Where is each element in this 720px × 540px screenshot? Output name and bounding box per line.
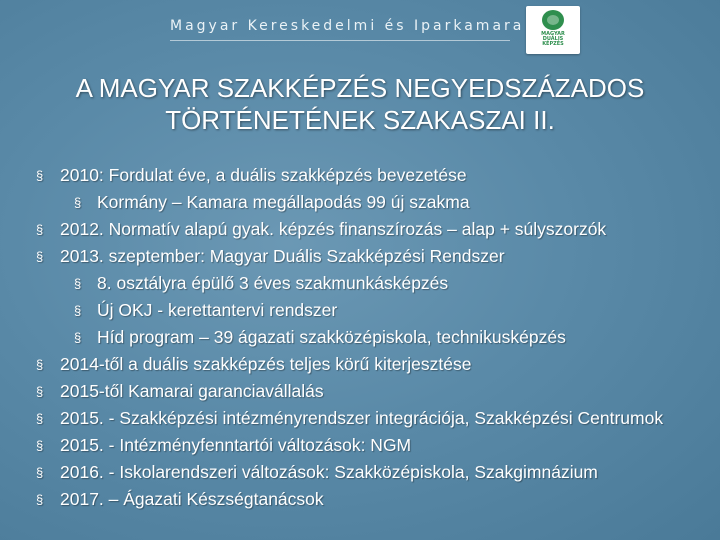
logo-icon [542,10,564,30]
list-item [0,459,720,486]
bullet-marker: § [74,330,82,345]
bullet-marker: § [36,249,44,264]
bullet-marker: § [74,276,82,291]
sub-list-item [0,189,720,216]
list-item-text: 2010: Fordulat éve, a duális szakképzés bevezetése [60,165,467,185]
bullet-marker: § [74,303,82,318]
org-name: Magyar Kereskedelmi és Iparkamara [170,18,525,34]
bullet-marker: § [36,168,44,183]
bullet-marker: § [36,357,44,372]
bullet-marker: § [74,195,82,210]
bullet-marker: § [36,438,44,453]
list-item [0,243,720,270]
sub-list-item [0,324,720,351]
sub-list-item [0,270,720,297]
list-item-text: Új OKJ - kerettantervi rendszer [97,300,338,320]
list-item [0,486,720,513]
chamber-logo [526,6,580,54]
slide-title [0,72,720,136]
list-item-text: Híd program – 39 ágazati szakközépiskola, technikusképzés [97,327,566,347]
bullet-marker: § [36,411,44,426]
list-item [0,378,720,405]
list-item-text: 2014-től a duális szakképzés teljes körű kiterjesztése [60,354,472,374]
bullet-marker: § [36,384,44,399]
list-item-text: 2016. - Iskolarendszeri változások: Szakközépiskola, Szakgimnázium [60,462,598,482]
bullet-marker: § [36,465,44,480]
header-divider [170,40,510,41]
bullet-marker: § [36,492,44,507]
list-item-text: 2015. - Intézményfenntartói változások: NGM [60,435,412,455]
list-item-text: 2015. - Szakképzési intézményrendszer integrációja, Szakképzési Centrumok [60,408,664,428]
list-item [0,432,720,459]
list-item-text: Kormány – Kamara megállapodás 99 új szakma [97,192,470,212]
list-item [0,216,720,243]
logo-text: MAGYAR DUÁLIS KÉPZÉS [541,31,565,47]
list-item-text: 2012. Normatív alapú gyak. képzés finanszírozás – alap + súlyszorzók [60,219,607,239]
list-item [0,351,720,378]
list-item [0,162,720,189]
list-item [0,405,720,432]
sub-list-item [0,297,720,324]
list-item-text: 8. osztályra épülő 3 éves szakmunkásképzés [97,273,449,293]
slide-title-line-2: TÖRTÉNETÉNEK SZAKASZAI II. [165,105,555,135]
bullet-list [0,162,720,513]
slide-title-line-1: A MAGYAR SZAKKÉPZÉS NEGYEDSZÁZADOS [75,73,645,103]
list-item-text: 2017. – Ágazati Készségtanácsok [60,489,324,509]
list-item-text: 2013. szeptember: Magyar Duális Szakképzési Rendszer [60,246,505,266]
list-item-text: 2015-től Kamarai garanciavállalás [60,381,324,401]
bullet-marker: § [36,222,44,237]
